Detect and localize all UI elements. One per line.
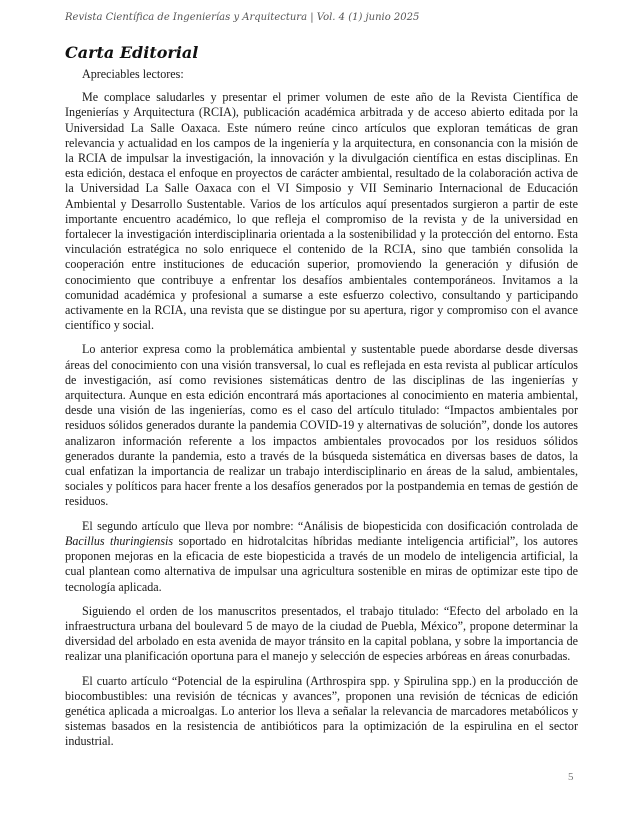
salutation: Apreciables lectores: — [82, 67, 184, 81]
paragraph-3-lead: El segundo artículo que lleva por nombre: “Análisis de biopesticida con dosificación controlada de — [82, 518, 578, 533]
species-name: Bacillus thuringiensis — [65, 533, 174, 548]
running-header: Revista Científica de Ingenierías y Arquitectura | Vol. 4 (1) junio 2025 — [65, 12, 420, 23]
paragraph-3-rest: soportado en hidrotalcitas híbridas mediante inteligencia artificial”, los autores proponen mejoras en la eficacia de este biopesticida a través de un modelo de inteligencia artificial, la cual plantean como alternativa de impulsar una agricultura sostenible en miras de optimizar este tipo de tecnología aplicada. — [65, 533, 578, 594]
paragraph-3 — [65, 519, 578, 595]
paragraph-4: Siguiendo el orden de los manuscritos presentados, el trabajo titulado: “Efecto del arbolado en la infraestructura urbana del boulevard 5 de mayo de la ciudad de Puebla, México”, propone determinar la diversidad del arbolado en esta avenida de mayor tránsito en la capital poblana, y sobre la importancia de realizar una planificación oportuna para el manejo y selección de especies arbóreas en áreas conurbadas. — [65, 603, 578, 664]
paragraph-2: Lo anterior expresa como la problemática ambiental y sustentable puede abordarse desde diversas áreas del conocimiento con una visión transversal, lo cual es reflejada en esta revista al publicar artículos de investigación, así como revisiones sistemáticas dentro de las disciplinas de las ingenierías y arquitectura. Aunque en esta edición encontrará más aportaciones al conocimiento en materia ambiental, desde una visión de las ingenierías, como es el caso del artículo titulado: “Impactos ambientales por residuos sólidos generados durante la pandemia COVID-19 y alternativas de solución”, donde los autores analizaron información referente a los impactos ambientales provocados por los residuos sólidos generados durante la pandemia, esto a través de la búsqueda sistemática en diversas bases de datos, la cual enfatizan la importancia de realizar un trabajo interdisciplinario en áreas de la salud, ambientales, sociales y políticos para hacer frente a los desafíos generados por la postpandemia en temas de gestión de residuos. — [65, 342, 578, 509]
paragraph-5: El cuarto artículo “Potencial de la espirulina (Arthrospira spp. y Spirulina spp.) en la producción de biocombustibles: una revisión de técnicas y avances”, proponen una revisión de técnicas de edición genética aplicada a microalgas. Lo anterior los lleva a señalar la relevancia de marcadores metabólicos y sistemas basados en la resistencia de antibióticos para la optimización de la espirulina en el sector industrial. — [65, 673, 578, 749]
page-number: 5 — [568, 771, 574, 783]
letter-body — [65, 67, 578, 759]
paragraph-1: Me complace saludarles y presentar el primer volumen de este año de la Revista Científica de Ingenierías y Arquitectura (RCIA), publicación académica arbitrada y de acceso abierto editada por la Universidad La Salle Oaxaca. Este número reúne cinco artículos que exploran temáticas de gran relevancia y actualidad en los campos de la ingeniería y la arquitectura, en consonancia con la misión de la RCIA de impulsar la investigación, la innovación y la divulgación científica en estas disciplinas. En esta edición, destaca el enfoque en proyectos de carácter ambiental, resultado de la colaboración activa de la Universidad La Salle Oaxaca con el VI Simposio y VII Seminario Internacional de Educación Ambiental y Desarrollo Sustentable. Varios de los artículos aquí presentados surgieron a partir de este importante encuentro académico, lo que refleja el compromiso de la revista y de la universidad en fortalecer la investigación interdisciplinaria orientada a la sostenibilidad y la protección del entorno. Esta vinculación estratégica no solo enriquece el contenido de la RCIA, sino que también consolida la cooperación entre instituciones de educación superior, promoviendo la generación y difusión de conocimiento que contribuye a enfrentar los desafíos ambientales contemporáneos. Invitamos a la comunidad académica y profesional a sumarse a este esfuerzo colectivo, consultando y participando activamente en la RCIA, una revista que se distingue por su apertura, rigor y compromiso con el avance científico y social. — [65, 90, 578, 333]
page-title: Carta Editorial — [65, 43, 199, 62]
